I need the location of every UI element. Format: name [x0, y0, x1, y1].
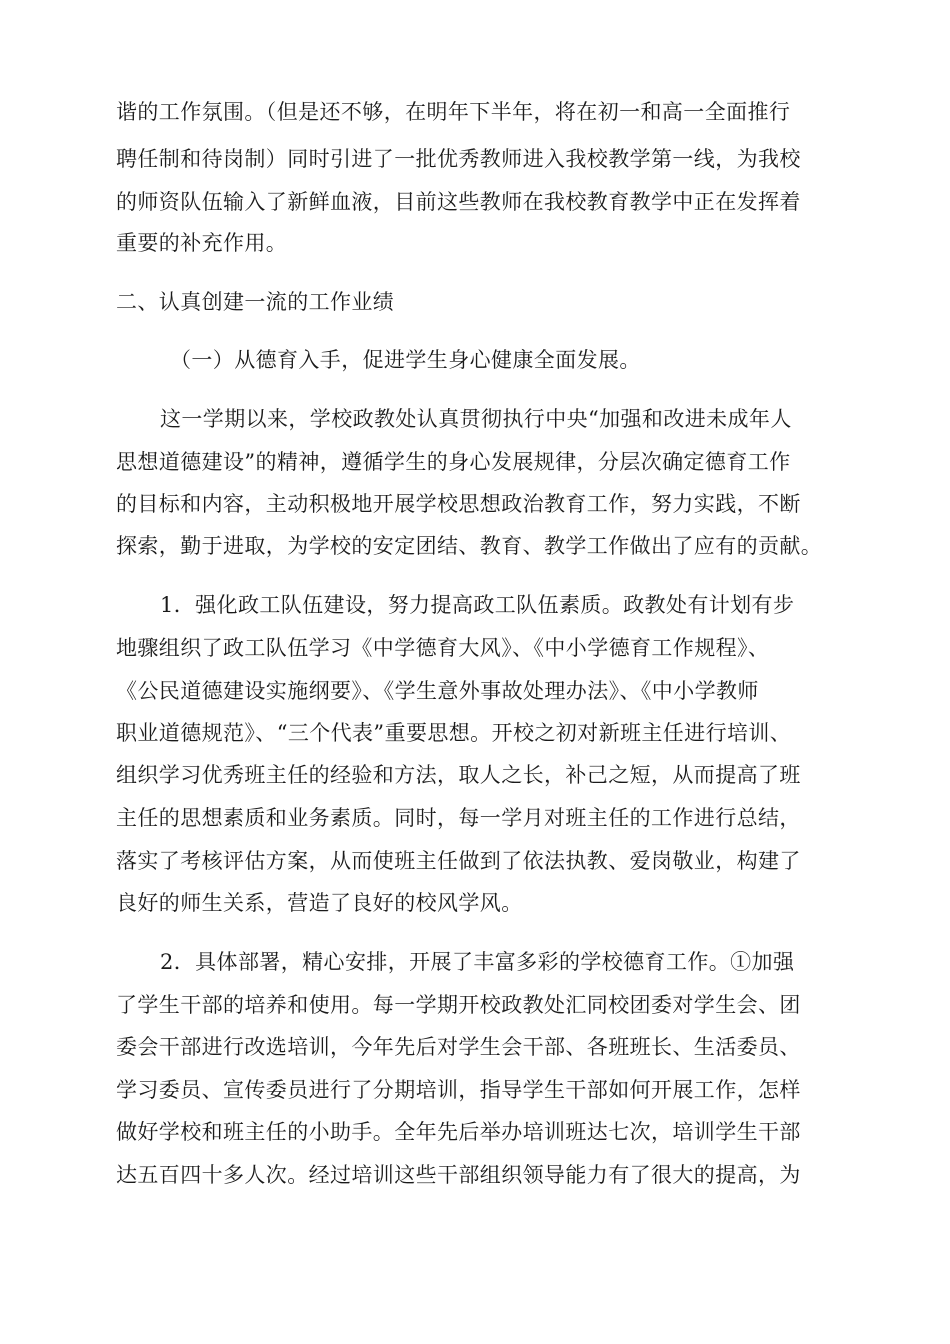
- paragraph-line: 组织学习优秀班主任的经验和方法，取人之长，补己之短，从而提高了班: [116, 763, 801, 787]
- paragraph-line: 思想道德建设”的精神，遵循学生的身心发展规律，分层次确定德育工作: [116, 450, 791, 474]
- section-heading: 二、认真创建一流的工作业绩: [116, 290, 395, 314]
- paragraph-line: 学习委员、宣传委员进行了分期培训，指导学生干部如何开展工作，怎样: [116, 1078, 801, 1102]
- paragraph-line: 良好的师生关系，营造了良好的校风学风。: [116, 891, 523, 915]
- paragraph-line: 了学生干部的培养和使用。每一学期开校政教处汇同校团委对学生会、团: [116, 993, 801, 1017]
- paragraph-line: 做好学校和班主任的小助手。全年先后举办培训班达七次，培训学生干部: [116, 1120, 801, 1144]
- paragraph-line: 探索，勤于进取，为学校的安定团结、教育、教学工作做出了应有的贡献。: [116, 534, 823, 558]
- paragraph-line: 主任的思想素质和业务素质。同时，每一学月对班主任的工作进行总结，: [116, 806, 801, 830]
- paragraph-line: 地骤组织了政工队伍学习《中学德育大风》、《中小学德育工作规程》、: [116, 636, 770, 660]
- paragraph-line: 达五百四十多人次。经过培训这些干部组织领导能力有了很大的提高，为: [116, 1163, 801, 1187]
- subsection-heading: （一）从德育入手，促进学生身心健康全面发展。: [170, 348, 641, 372]
- paragraph-line: 的目标和内容，主动积极地开展学校思想政治教育工作，努力实践，不断: [116, 492, 801, 516]
- paragraph-line: 1．强化政工队伍建设，努力提高政工队伍素质。政教处有计划有步: [160, 593, 795, 617]
- paragraph-line: 落实了考核评估方案，从而使班主任做到了依法执教、爱岗敬业，构建了: [116, 849, 801, 873]
- paragraph-line: 《公民道德建设实施纲要》、《学生意外事故处理办法》、《中小学教师: [116, 679, 759, 703]
- paragraph-line: 职业道德规范》、“三个代表”重要思想。开校之初对新班主任进行培训、: [116, 721, 792, 745]
- paragraph-line: 谐的工作氛围。（但是还不够，在明年下半年，将在初一和高一全面推行: [116, 100, 791, 124]
- paragraph-line: 委会干部进行改选培训，今年先后对学生会干部、各班班长、生活委员、: [116, 1035, 801, 1059]
- paragraph-line: 聘任制和待岗制）同时引进了一批优秀教师进入我校教学第一线，为我校: [116, 147, 801, 171]
- paragraph-line: 的师资队伍输入了新鲜血液，目前这些教师在我校教育教学中正在发挥着: [116, 190, 801, 214]
- paragraph-line: 2．具体部署，精心安排，开展了丰富多彩的学校德育工作。①加强: [160, 950, 795, 974]
- paragraph-line: 重要的补充作用。: [116, 231, 288, 255]
- paragraph-line: 这一学期以来，学校政教处认真贯彻执行中央“加强和改进未成年人: [160, 407, 792, 431]
